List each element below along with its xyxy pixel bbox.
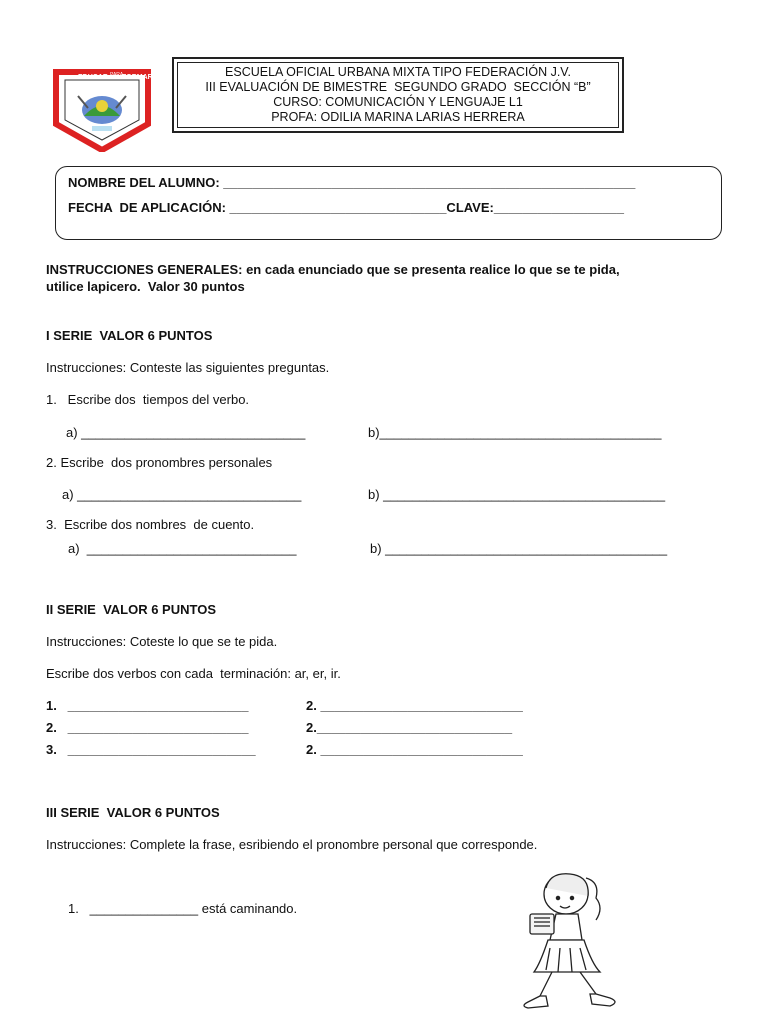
student-name-field[interactable]: NOMBRE DEL ALUMNO: _________________________________________________________: [68, 175, 636, 190]
general-instructions-line1: INSTRUCCIONES GENERALES: en cada enunciado que se presenta realice lo que se te pida,: [46, 262, 620, 277]
serie2-row3-left[interactable]: 3. __________________________: [46, 742, 256, 757]
serie2-row2-right[interactable]: 2.___________________________: [306, 720, 513, 735]
serie1-instructions: Instrucciones: Conteste las siguientes preguntas.: [46, 360, 330, 375]
logo-text-para: PARA: [110, 72, 124, 78]
logo-text-formar: FORMAR: [122, 74, 153, 81]
school-name: ESCUELA OFICIAL URBANA MIXTA TIPO FEDERACIÓN J.V.: [225, 65, 571, 79]
serie1-question-2: 2. Escribe dos pronombres personales: [46, 455, 273, 470]
logo-text-educar: EDUCAR: [78, 74, 108, 81]
serie2-row3-right[interactable]: 2. ____________________________: [306, 742, 523, 757]
serie2-row1-left[interactable]: 1. _________________________: [46, 698, 249, 713]
general-instructions-line2: utilice lapicero. Valor 30 puntos: [46, 279, 245, 294]
serie2-row2-left[interactable]: 2. _________________________: [46, 720, 249, 735]
header-box: [172, 57, 624, 133]
serie1-q3-answer-b[interactable]: b) _______________________________________: [370, 541, 668, 556]
serie1-q2-answer-b[interactable]: b) _______________________________________: [368, 487, 666, 502]
serie3-title: III SERIE VALOR 6 PUNTOS: [46, 805, 220, 820]
evaluation-title: III EVALUACIÓN DE BIMESTRE SEGUNDO GRADO SECCIÓN “B”: [205, 80, 591, 94]
serie2-prompt: Escribe dos verbos con cada terminación: ar, er, ir.: [46, 666, 341, 681]
serie3-item-1[interactable]: 1. _______________ está caminando.: [68, 901, 298, 916]
serie1-question-1: 1. Escribe dos tiempos del verbo.: [46, 392, 250, 407]
application-date-field[interactable]: FECHA DE APLICACIÓN: ______________________________CLAVE:__________________: [68, 200, 624, 215]
serie1-q1-answer-b[interactable]: b)_______________________________________: [368, 425, 662, 440]
school-logo: [48, 66, 156, 152]
serie1-q2-answer-a[interactable]: a) _______________________________: [62, 487, 302, 502]
serie1-title: I SERIE VALOR 6 PUNTOS: [46, 328, 213, 343]
serie2-title: II SERIE VALOR 6 PUNTOS: [46, 602, 216, 617]
teacher-name: PROFA: ODILIA MARINA LARIAS HERRERA: [271, 110, 525, 124]
walking-girl-illustration: [500, 868, 636, 1020]
serie1-q1-answer-a[interactable]: a) _______________________________: [66, 425, 306, 440]
serie1-q3-answer-a[interactable]: a) _____________________________: [68, 541, 297, 556]
serie2-instructions: Instrucciones: Coteste lo que se te pida.: [46, 634, 278, 649]
serie3-instructions: Instrucciones: Complete la frase, esribiendo el pronombre personal que corresponde.: [46, 837, 538, 852]
serie1-question-3: 3. Escribe dos nombres de cuento.: [46, 517, 255, 532]
course-name: CURSO: COMUNICACIÓN Y LENGUAJE L1: [273, 95, 523, 109]
serie2-row1-right[interactable]: 2. ____________________________: [306, 698, 523, 713]
